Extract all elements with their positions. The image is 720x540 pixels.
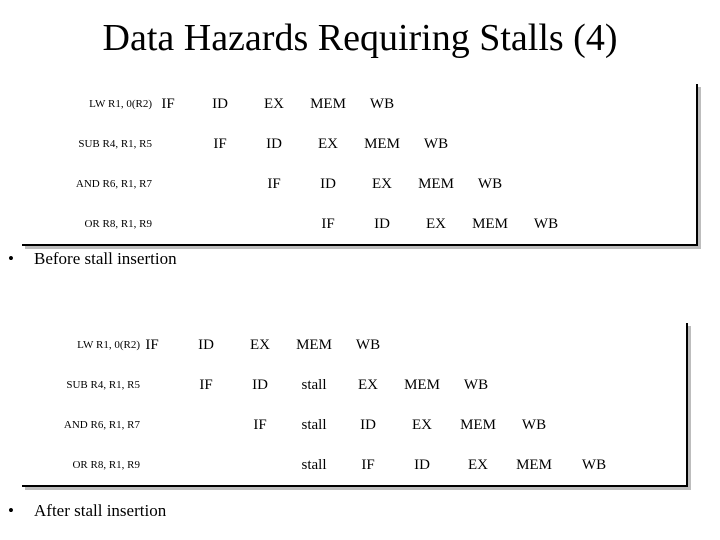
- stage-cell: ID: [360, 417, 376, 433]
- pipeline-row: [22, 172, 696, 196]
- instruction-label: SUB R4, R1, R5: [78, 138, 152, 150]
- instruction-label: AND R6, R1, R7: [75, 178, 152, 190]
- stall-cell: stall: [301, 377, 327, 393]
- stage-cell: WB: [533, 216, 559, 232]
- stage-cell: WB: [463, 377, 489, 393]
- stage-cell: EX: [250, 337, 270, 353]
- stage-cell: ID: [252, 377, 268, 393]
- stage-cell: ID: [320, 176, 336, 192]
- stage-cell: IF: [145, 337, 159, 353]
- stall-cell: stall: [301, 457, 327, 473]
- stage-cell: IF: [361, 457, 375, 473]
- stage-cell: EX: [264, 96, 284, 112]
- pipeline-row: [22, 413, 686, 437]
- pipeline-after: [22, 323, 688, 487]
- pipeline-row: [22, 92, 696, 116]
- stage-cell: WB: [521, 417, 547, 433]
- pipeline-row: [22, 212, 696, 236]
- stage-cell: IF: [253, 417, 267, 433]
- stage-cell: ID: [266, 136, 282, 152]
- stage-cell: MEM: [516, 457, 552, 473]
- pipeline-before: [22, 84, 698, 246]
- stage-cell: EX: [372, 176, 392, 192]
- stage-cell: MEM: [460, 417, 496, 433]
- stage-cell: WB: [581, 457, 607, 473]
- stage-cell: ID: [212, 96, 228, 112]
- stage-cell: ID: [198, 337, 214, 353]
- stage-cell: MEM: [472, 216, 508, 232]
- stage-cell: IF: [161, 96, 175, 112]
- stage-cell: WB: [369, 96, 395, 112]
- pipeline-row: [22, 333, 686, 357]
- stage-cell: MEM: [296, 337, 332, 353]
- instruction-label: OR R8, R1, R9: [72, 459, 140, 471]
- caption-after: [8, 500, 166, 522]
- instruction-label: SUB R4, R1, R5: [66, 379, 140, 391]
- instruction-label: LW R1, 0(R2): [77, 339, 140, 351]
- pipeline-row: [22, 132, 696, 156]
- bullet-icon: •: [8, 501, 14, 520]
- stage-cell: IF: [321, 216, 335, 232]
- stage-cell: IF: [267, 176, 281, 192]
- instruction-label: AND R6, R1, R7: [63, 419, 140, 431]
- stall-cell: stall: [301, 417, 327, 433]
- pipeline-row: [22, 373, 686, 397]
- instruction-label: OR R8, R1, R9: [84, 218, 152, 230]
- stage-cell: MEM: [310, 96, 346, 112]
- stage-cell: IF: [213, 136, 227, 152]
- caption-text: Before stall insertion: [34, 249, 177, 268]
- slide-title: Data Hazards Requiring Stalls (4): [102, 17, 618, 59]
- stage-cell: EX: [318, 136, 338, 152]
- bullet-icon: •: [8, 249, 14, 268]
- stage-cell: EX: [426, 216, 446, 232]
- caption-text: After stall insertion: [34, 501, 167, 520]
- stage-cell: EX: [468, 457, 488, 473]
- stage-cell: MEM: [364, 136, 400, 152]
- stage-cell: ID: [414, 457, 430, 473]
- stage-cell: MEM: [418, 176, 454, 192]
- stage-cell: ID: [374, 216, 390, 232]
- caption-before: [8, 248, 177, 270]
- pipeline-row: [22, 453, 686, 477]
- stage-cell: EX: [358, 377, 378, 393]
- stage-cell: WB: [355, 337, 381, 353]
- stage-cell: IF: [199, 377, 213, 393]
- instruction-label: LW R1, 0(R2): [89, 98, 152, 110]
- stage-cell: WB: [477, 176, 503, 192]
- stage-cell: EX: [412, 417, 432, 433]
- stage-cell: MEM: [404, 377, 440, 393]
- stage-cell: WB: [423, 136, 449, 152]
